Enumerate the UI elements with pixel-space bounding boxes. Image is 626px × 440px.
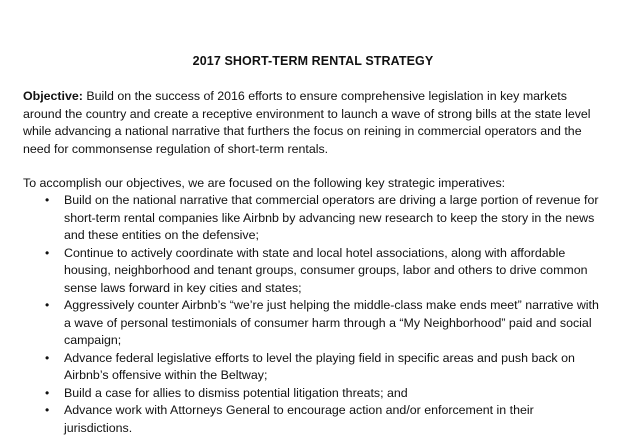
bullet-icon: • [45,298,50,312]
bullet-icon: • [45,245,50,260]
list-item-text: Advance work with Attorneys General to encourage action and/or enforcement in their jurisdictions. [64,403,534,435]
list-item-text: Build a case for allies to dismiss potential litigation threats; and [64,385,408,400]
list-item [23,245,603,298]
list-item-text: Continue to actively coordinate with state and local hotel associations, along with affordable housing, neighborhood and tenant groups, consumer groups, labor and others to drive common sense laws forward in key cities and states; [64,245,588,295]
list-item-text: Build on the national narrative that commercial operators are driving a large portion of revenue for short-term rental companies like Airbnb by advancing new research to keep the story in the news and these entities on the defensive; [64,193,599,242]
list-item [23,192,603,245]
list-item [23,385,603,403]
list-item [23,350,603,385]
imperatives-list [23,192,603,437]
objective-paragraph [23,88,603,158]
bullet-icon: • [45,385,50,400]
objective-text: Build on the success of 2016 efforts to ensure comprehensive legislation in key markets around the country and create a receptive environment to launch a wave of strong bills at the state level while advancing a national narrative that furthers the focus on reining in commercial operators and the need for commonsense regulation of short-term rentals. [23,89,591,156]
list-item [23,297,603,350]
list-item [23,402,603,437]
document-title: 2017 SHORT-TERM RENTAL STRATEGY [192,54,434,68]
bullet-icon: • [45,403,50,417]
intro-paragraph: To accomplish our objectives, we are focused on the following key strategic imperatives: [23,176,506,190]
list-item-text: Advance federal legislative efforts to level the playing field in specific areas and push back on Airbnb’s offensive within the Beltway; [64,350,575,382]
list-item-text: Aggressively counter Airbnb’s “we’re just helping the middle-class make ends meet” narrative with a wave of personal testimonials of consumer harm through a “My Neighborhood” paid and social campaign; [64,298,599,347]
bullet-icon: • [45,350,50,365]
bullet-icon: • [45,193,50,207]
objective-label: Objective: [23,89,83,103]
